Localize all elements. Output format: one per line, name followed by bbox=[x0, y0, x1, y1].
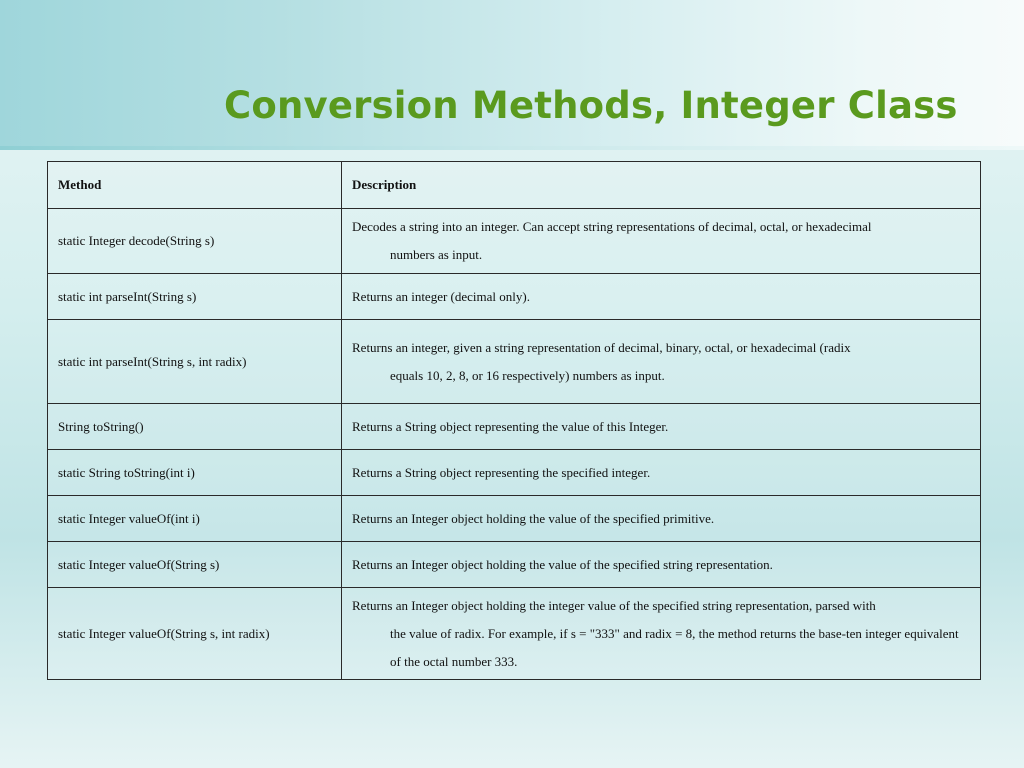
method-cell: static Integer valueOf(int i) bbox=[48, 496, 342, 542]
header-method: Method bbox=[48, 162, 342, 209]
method-cell: static String toString(int i) bbox=[48, 450, 342, 496]
description-cell bbox=[342, 320, 981, 404]
description-line: Returns an Integer object holding the value of the specified primitive. bbox=[352, 510, 715, 526]
description-continuation: equals 10, 2, 8, or 16 respectively) numbers as input. bbox=[390, 367, 665, 383]
description-cell bbox=[342, 450, 981, 496]
description-cell bbox=[342, 404, 981, 450]
description-line: Returns an integer (decimal only). bbox=[352, 288, 530, 304]
description-cell bbox=[342, 588, 981, 680]
table-row bbox=[48, 496, 981, 542]
description-continuation: the value of radix. For example, if s = "333" and radix = 8, the method returns the base-ten integer equivalent of the octal number 333. bbox=[390, 625, 959, 669]
method-cell: static int parseInt(String s) bbox=[48, 274, 342, 320]
header-description: Description bbox=[342, 162, 981, 209]
method-cell: static Integer valueOf(String s, int radix) bbox=[48, 588, 342, 680]
table-row bbox=[48, 404, 981, 450]
table-header-row bbox=[48, 162, 981, 209]
description-line: Returns an Integer object holding the value of the specified string representation. bbox=[352, 556, 773, 572]
title-banner bbox=[0, 0, 1024, 150]
method-cell: static Integer valueOf(String s) bbox=[48, 542, 342, 588]
description-cell bbox=[342, 274, 981, 320]
description-line: Returns a String object representing the specified integer. bbox=[352, 464, 651, 480]
description-line: Returns a String object representing the value of this Integer. bbox=[352, 418, 669, 434]
description-continuation: numbers as input. bbox=[390, 247, 483, 262]
slide-title: Conversion Methods, Integer Class bbox=[224, 84, 958, 127]
method-cell: String toString() bbox=[48, 404, 342, 450]
description-cell bbox=[342, 209, 981, 274]
table-row bbox=[48, 588, 981, 680]
table-row bbox=[48, 450, 981, 496]
description-cell bbox=[342, 542, 981, 588]
method-cell: static Integer decode(String s) bbox=[48, 209, 342, 274]
table-row bbox=[48, 209, 981, 274]
methods-table bbox=[47, 161, 981, 680]
table-row bbox=[48, 542, 981, 588]
table-row bbox=[48, 320, 981, 404]
banner-divider bbox=[0, 146, 1024, 150]
description-line: Decodes a string into an integer. Can accept string representations of decimal, octal, or hexadecimal bbox=[352, 219, 872, 234]
description-line: Returns an integer, given a string representation of decimal, binary, octal, or hexadecimal (radix bbox=[352, 339, 851, 355]
method-cell: static int parseInt(String s, int radix) bbox=[48, 320, 342, 404]
table-row bbox=[48, 274, 981, 320]
description-cell bbox=[342, 496, 981, 542]
description-line: Returns an Integer object holding the integer value of the specified string representation, parsed with bbox=[352, 597, 876, 613]
